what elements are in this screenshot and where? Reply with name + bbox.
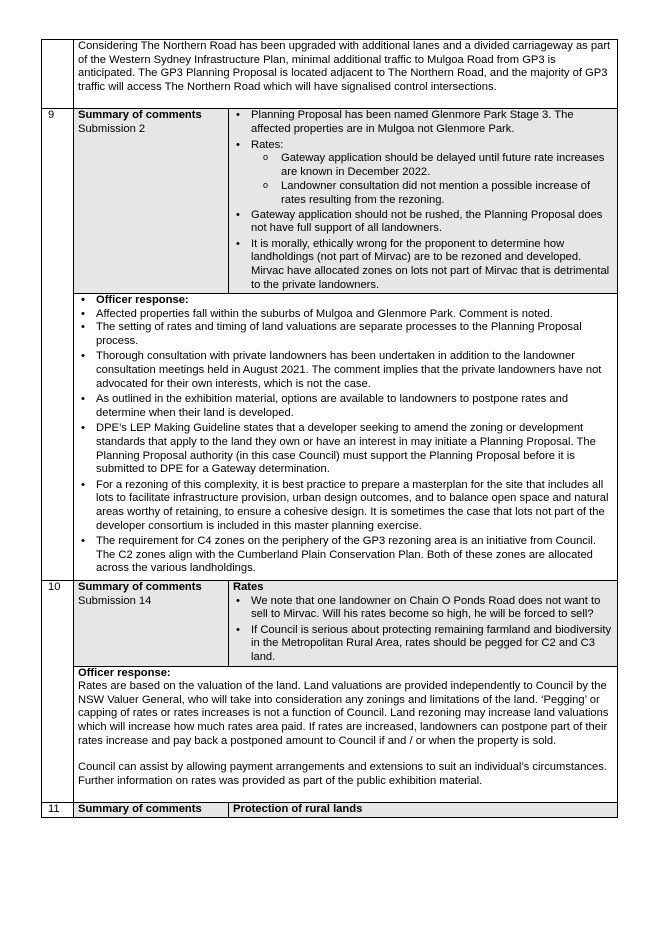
response-paragraph: Council can assist by allowing payment arrangements and extensions to suit an individual’s circumstances. Further information on rates was provided as part of the public exhibition material. — [78, 761, 607, 787]
topic-heading: Rates — [233, 580, 264, 593]
list-item: • We note that one landowner on Chain O Ponds Road does not want to sell to Mirvac. Will his rates become so high, he will be forced to sell? — [233, 595, 613, 622]
comment-list — [233, 109, 613, 292]
row-number-cell — [42, 40, 74, 109]
list-item: • DPE’s LEP Making Guideline states that a developer seeking to amend the zoning or development standards that apply to the land they own or have an interest in may initiate a Planning Proposal. The Planning Proposal authority (in this case Council) must support the Planning Proposal before it is submitted to DPE for a Gateway determination. — [78, 422, 613, 476]
summary-comments-cell-10 — [229, 580, 618, 666]
officer-response-label: Officer response: — [78, 666, 171, 679]
sub-list-item: o Landowner consultation did not mention a possible increase of rates resulting from the rezoning. — [233, 180, 613, 207]
row-number-11: 11 — [42, 803, 74, 818]
list-item: • The setting of rates and timing of land valuations are separate processes to the Planning Proposal process. — [78, 321, 613, 348]
summary-label-cell-10 — [74, 580, 229, 666]
table-row-10-response — [42, 666, 618, 803]
summary-comments-cell-11 — [229, 803, 618, 818]
response-list — [78, 294, 613, 576]
table-row-10-summary — [42, 580, 618, 666]
summary-label-cell-9 — [74, 109, 229, 294]
sub-comment-list — [251, 152, 613, 207]
list-item: • Affected properties fall within the suburbs of Mulgoa and Glenmore Park. Comment is noted. — [78, 308, 613, 322]
list-item: • It is morally, ethically wrong for the proponent to determine how landholdings (not part of Mirvac) are to be rezoned and developed. Mirvac have allocated zones on lots not part of Mirvac that is detrimental to the private landowners. — [233, 238, 613, 292]
officer-response-cell-10 — [74, 666, 618, 803]
officer-response-label: • Officer response: — [78, 294, 613, 308]
table-row-11-summary — [42, 803, 618, 818]
paragraph-gap — [78, 748, 613, 761]
continuation-paragraph: Considering The Northern Road has been upgraded with additional lanes and a divided carriageway as part of the Western Sydney Infrastructure Plan, minimal additional traffic to Mulgoa Road from GP3 is anticipated. The GP3 Planning Proposal is located adjacent to The Northern Road, and the majority of GP3 traffic will access The Northern Road which will have signalised control intersections. — [78, 40, 611, 93]
summary-label: Summary of comments — [78, 803, 202, 816]
list-item: • For a rezoning of this complexity, it is best practice to prepare a masterplan for the site that includes all lots to facilitate infrastructure provision, urban design outcomes, and to balance open space and natural areas worthy of retaining, to ensure a cohesive design. It is sometimes the case that lots not part of the developer consortium is included in this master planning exercise. — [78, 479, 613, 533]
table-row-9-response — [42, 294, 618, 581]
list-item — [233, 139, 613, 208]
list-item: • As outlined in the exhibition material, options are available to landowners to postpone rates and determine when their land is developed. — [78, 393, 613, 420]
submission-ref: Submission 2 — [78, 122, 146, 135]
list-item: • Planning Proposal has been named Glenmore Park Stage 3. The affected properties are in Mulgoa not Glenmore Park. — [233, 109, 613, 136]
list-item: • Gateway application should not be rushed, the Planning Proposal does not have full support of all landowners. — [233, 209, 613, 236]
officer-response-cell-9 — [74, 294, 618, 581]
sub-list-item: o Gateway application should be delayed until future rate increases are known in December 2022. — [233, 152, 613, 179]
list-item: • The requirement for C4 zones on the periphery of the GP3 rezoning area is an initiative from Council. The C2 zones align with the Cumberland Plain Conservation Plan. Both of these zones are allocated across the various landholdings. — [78, 535, 613, 576]
submission-ref: Submission 14 — [78, 594, 152, 607]
comment-list — [233, 595, 613, 665]
submissions-table — [41, 39, 618, 818]
response-paragraph: Rates are based on the valuation of the land. Land valuations are provided independently to Council by the NSW Valuer General, who will take into consideration any zonings and limitations of the land. ‘Pegging’ or capping of rates or rates increases is not a function of Council. Land rezoning may increase land valuations which will increase how much rates area paid. If rates are increased, landowners can postpone part of their rates increase and pay back a postponed amount to Council if and / or when the property is sold. — [78, 680, 609, 747]
summary-label: Summary of comments — [78, 109, 202, 122]
rates-heading: Rates: — [251, 138, 284, 151]
summary-label: Summary of comments — [78, 580, 202, 593]
row-number-9: 9 — [42, 109, 74, 581]
topic-heading: Protection of rural lands — [233, 803, 363, 816]
list-item: • Thorough consultation with private landowners has been undertaken in addition to the landowner consultation meetings held in August 2021. The comment implies that the private landowners have not advocated for their own interests, which is not the case. — [78, 350, 613, 391]
list-item: • If Council is serious about protecting remaining farmland and biodiversity in the Metropolitan Rural Area, rates should be pegged for C2 and C3 land. — [233, 624, 613, 665]
row-number-10: 10 — [42, 580, 74, 802]
summary-label-cell-11 — [74, 803, 229, 818]
summary-comments-cell-9 — [229, 109, 618, 294]
table-row-continuation — [42, 40, 618, 109]
continuation-text-cell — [74, 40, 618, 109]
table-row-9-summary — [42, 109, 618, 294]
